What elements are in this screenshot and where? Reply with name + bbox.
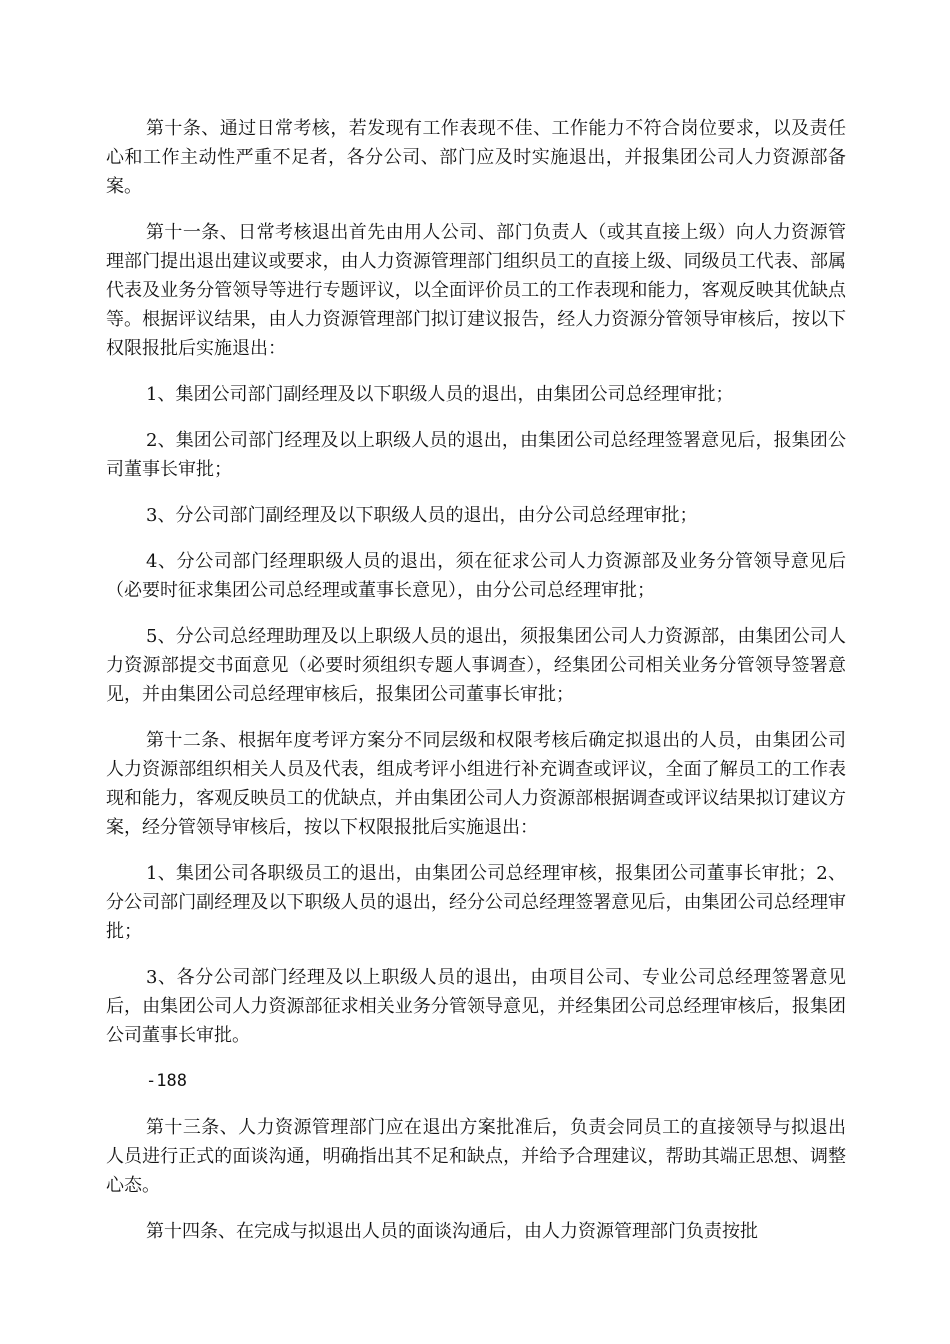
article-12-items-1-2: 1、集团公司各职级员工的退出，由集团公司总经理审核，报集团公司董事长审批；2、分公司部门副经理及以下职级人员的退出，经分公司总经理签署意见后，由集团公司总经理审批； (106, 863, 846, 942)
article-11-item-1: 1、集团公司部门副经理及以下职级人员的退出，由集团公司总经理审批； (146, 384, 734, 405)
article-11-item-5: 5、分公司总经理助理及以上职级人员的退出，须报集团公司人力资源部，由集团公司人力资源部提交书面意见（必要时须组织专题人事调查），经集团公司相关业务分管领导签署意见，并由集团公司总经理审核后，报集团公司董事长审批； (106, 626, 846, 705)
article-12-item-3: 3、各分公司部门经理及以上职级人员的退出，由项目公司、专业公司总经理签署意见后，由集团公司人力资源部征求相关业务分管领导意见，并经集团公司总经理审核后，报集团公司董事长审批。 (106, 967, 846, 1046)
article-11-paragraph: 第十一条、日常考核退出首先由用人公司、部门负责人（或其直接上级）向人力资源管理部门提出退出建议或要求，由人力资源管理部门组织员工的直接上级、同级员工代表、部属代表及业务分管领导等进行专题评议，以全面评价员工的工作表现和能力，客观反映其优缺点等。根据评议结果，由人力资源管理部门拟订建议报告，经人力资源分管领导审核后，按以下权限报批后实施退出： (106, 222, 846, 359)
article-11-item-4: 4、分公司部门经理职级人员的退出，须在征求公司人力资源部及业务分管领导意见后（必要时征求集团公司总经理或董事长意见），由分公司总经理审批； (106, 551, 846, 601)
article-10-paragraph: 第十条、通过日常考核，若发现有工作表现不佳、工作能力不符合岗位要求，以及责任心和工作主动性严重不足者，各分公司、部门应及时实施退出，并报集团公司人力资源部备案。 (106, 118, 846, 197)
article-11-item-3: 3、分公司部门副经理及以下职级人员的退出，由分公司总经理审批； (146, 505, 698, 526)
document-body (106, 114, 846, 1263)
article-11-item-2: 2、集团公司部门经理及以上职级人员的退出，由集团公司总经理签署意见后，报集团公司董事长审批； (106, 430, 846, 480)
article-13-paragraph: 第十三条、人力资源管理部门应在退出方案批准后，负责会同员工的直接领导与拟退出人员进行正式的面谈沟通，明确指出其不足和缺点，并给予合理建议，帮助其端正思想、调整心态。 (106, 1117, 846, 1196)
page-number: -188 (146, 1071, 187, 1091)
article-14-paragraph: 第十四条、在完成与拟退出人员的面谈沟通后，由人力资源管理部门负责按批 (146, 1221, 758, 1242)
article-12-paragraph: 第十二条、根据年度考评方案分不同层级和权限考核后确定拟退出的人员，由集团公司人力资源部组织相关人员及代表，组成考评小组进行补充调查或评议，全面了解员工的工作表现和能力，客观反映员工的优缺点，并由集团公司人力资源部根据调查或评议结果拟订建议方案，经分管领导审核后，按以下权限报批后实施退出： (106, 730, 846, 838)
